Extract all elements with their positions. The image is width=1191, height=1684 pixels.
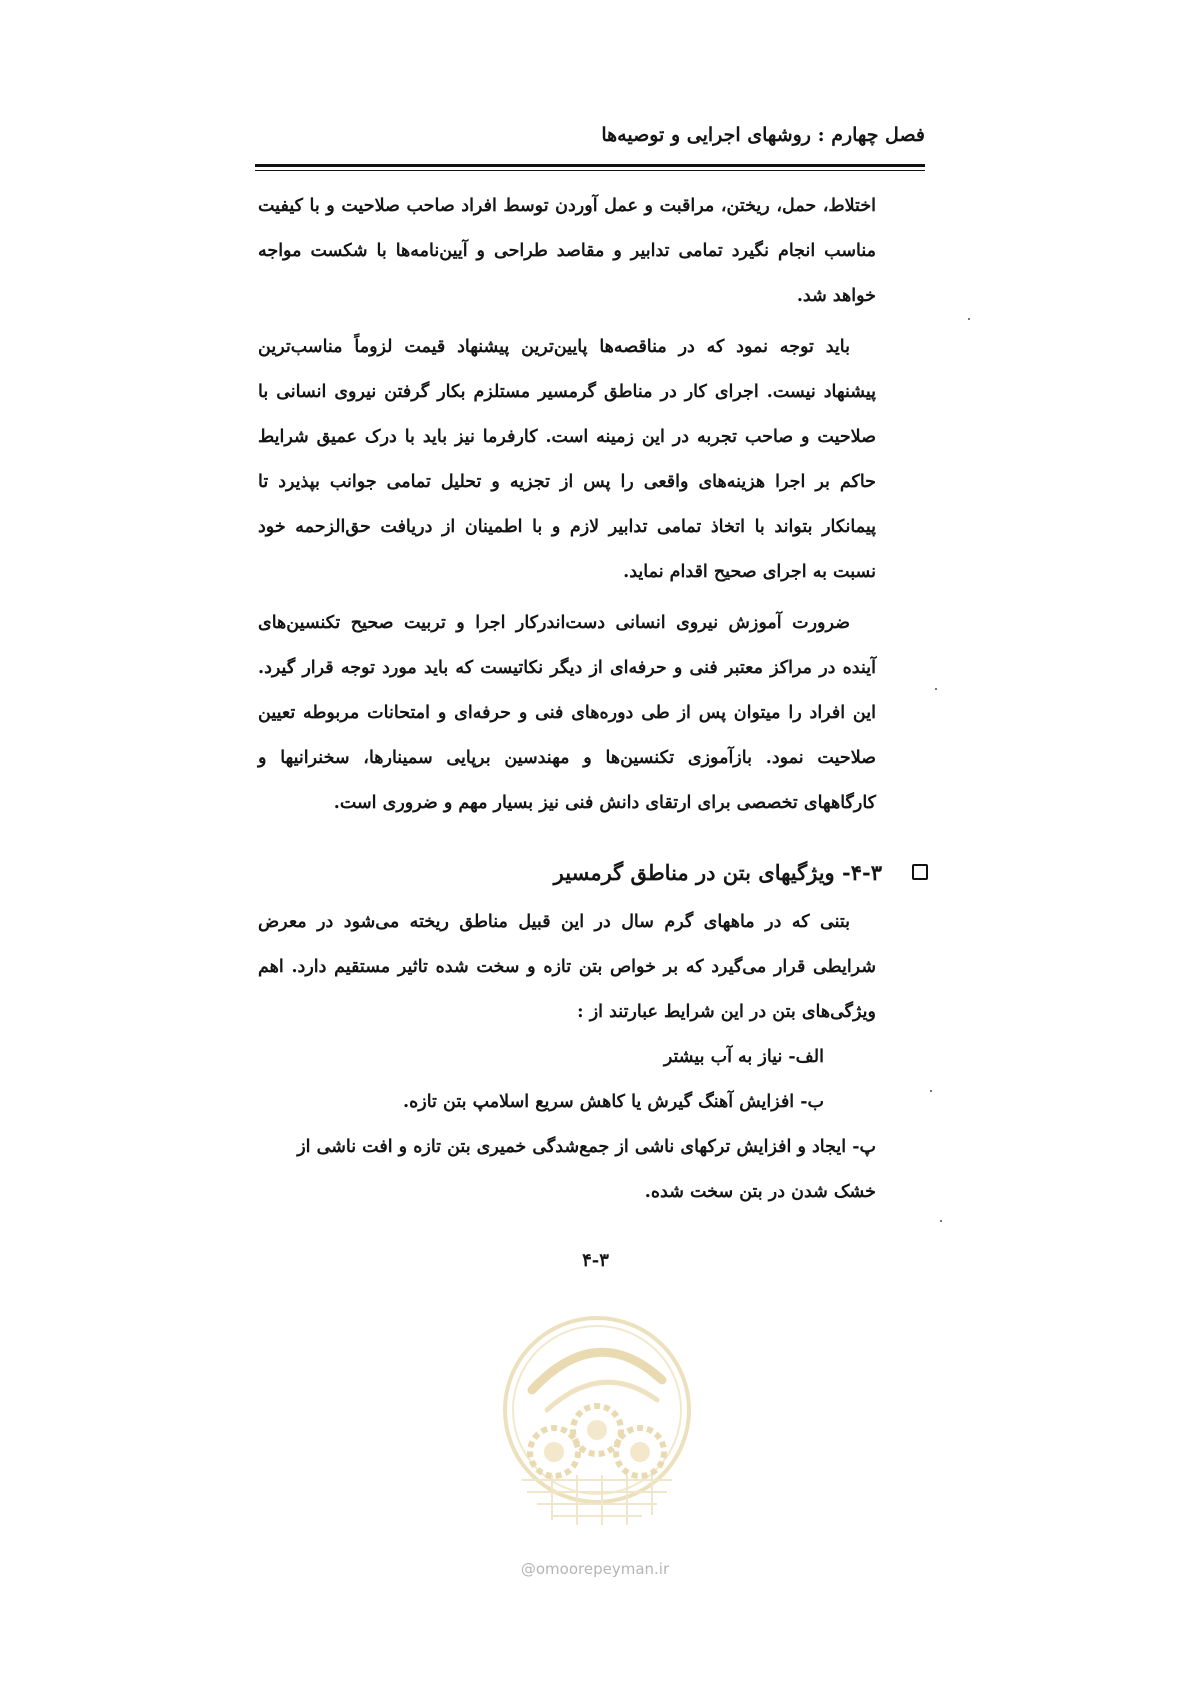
section-4-3 <box>258 852 928 1215</box>
scan-speck <box>930 1090 932 1092</box>
list-item: الف- نیاز به آب بیشتر <box>663 1047 824 1067</box>
header-rule-thick <box>255 164 925 167</box>
scan-speck <box>935 688 937 690</box>
scan-speck <box>968 318 970 320</box>
watermark-site: @omoorepeyman.ir <box>520 1560 670 1578</box>
paragraph-2: باید توجه نمود که در مناقصه‌ها پایین‌ترین پیشنهاد قیمت لزوماً مناسب‌ترین پیشنهاد نیست. اجرای کار در مناطق گرمسیر مستلزم بکار گرفتن نیروی انسانی با صلاحیت و صاحب تجربه در این زمینه است. کارفرما نیز باید با درک عمیق شرایط حاکم بر اجرا هزینه‌های واقعی را پس از تجزیه و تحلیل تمامی جوانب بپذیرد تا پیمانکار بتواند با اتخاذ تمامی تدابیر لازم و با اطمینان از دریافت حق‌الزحمه خود نسبت به اجرای صحیح اقدام نماید. <box>258 337 876 582</box>
section-intro-paragraph: بتنی که در ماههای گرم سال در این قبیل مناطق ریخته می‌شود در معرض شرایطی قرار می‌گیرد که بر خواص بتن تازه و سخت شده تاثیر مستقیم دارد. اهم ویژگی‌های بتن در این شرایط عبارتند از : <box>258 912 876 1022</box>
scan-speck <box>940 1220 942 1222</box>
checkbox-square-icon <box>912 864 928 880</box>
page-number: ۴-۳ <box>582 1250 609 1271</box>
chapter-header: فصل چهارم : روشهای اجرایی و توصیه‌ها <box>601 124 925 146</box>
paragraph-1: اختلاط، حمل، ریختن، مراقبت و عمل آوردن توسط افراد صاحب صلاحیت و با کیفیت مناسب انجام نگیرد تمامی تدابیر و مقاصد طراحی و آیین‌نامه‌ها با شکست مواجه خواهد شد. <box>258 196 876 306</box>
watermark-logo-icon <box>492 1280 702 1580</box>
list-item: پ- ایجاد و افزایش ترکهای ناشی از جمع‌شدگی خمیری بتن تازه و افت ناشی از خشک شدن در بتن سخت شده. <box>297 1137 876 1202</box>
section-heading: ۴-۳- ویژگیهای بتن در مناطق گرمسیر <box>553 859 882 885</box>
list-item: ب- افزایش آهنگ گیرش یا کاهش سریع اسلامپ بتن تازه. <box>403 1092 824 1112</box>
section-heading-row <box>258 852 928 892</box>
properties-list <box>258 1035 876 1215</box>
paragraph-3: ضرورت آموزش نیروی انسانی دست‌اندرکار اجرا و تربیت صحیح تکنسین‌های آینده در مراکز معتبر فنی و حرفه‌ای از دیگر نکاتیست که باید مورد توجه قرار گیرد. این افراد را میتوان پس از طی دوره‌های فنی و حرفه‌ای و امتحانات مربوطه تعیین صلاحیت نمود. بازآموزی تکنسین‌ها و مهندسین برپایی سمینارها، سخنرانیها و کارگاههای تخصصی برای ارتقای دانش فنی نیز بسیار مهم و ضروری است. <box>258 613 876 813</box>
body-text <box>258 184 876 832</box>
section-intro <box>258 900 876 1035</box>
header-rule-thin <box>255 170 925 171</box>
